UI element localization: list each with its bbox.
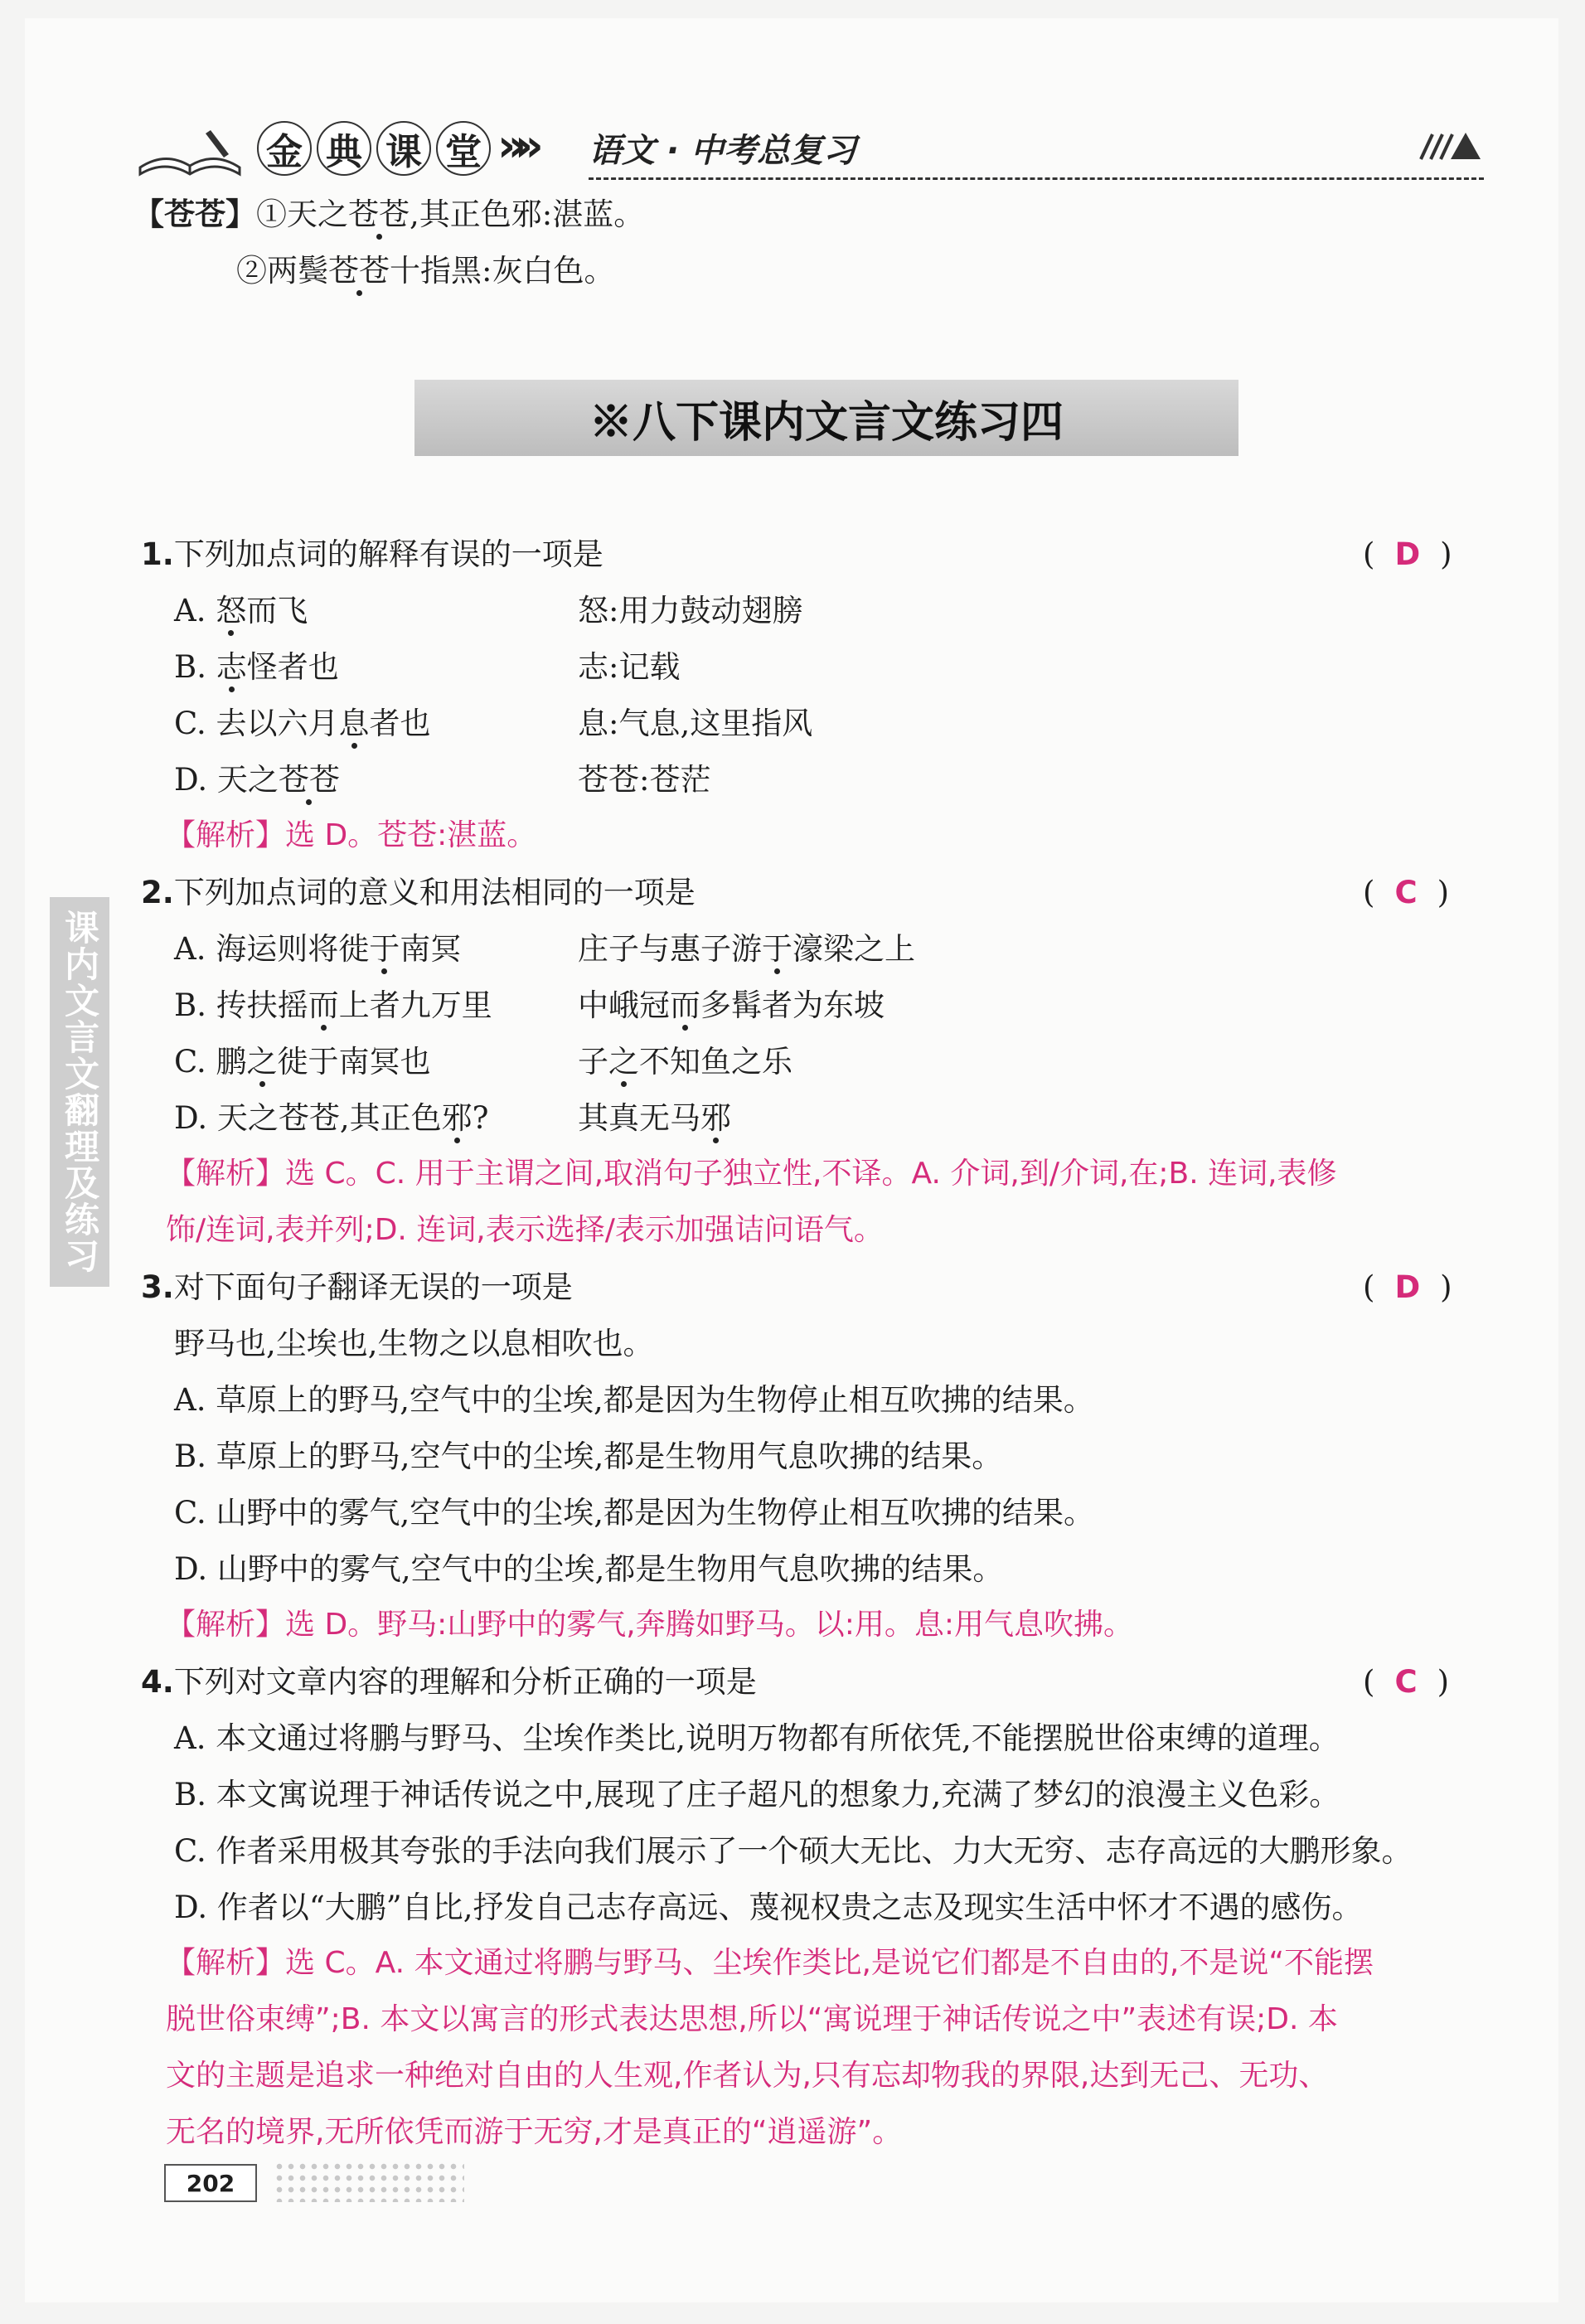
page [25,18,1558,2302]
footer-dot-pattern [274,2161,464,2202]
question-1-option-b: B. 志怪者也 [174,649,339,685]
question-2-option-a: A. 海运则将徙于南冥 [174,931,462,967]
question-2-analysis-line-1: 【解析】选 C。C. 用于主谓之间,取消句子独立性,不译。A. 介词,到/介词,在;B. 连词,表修 [166,1157,1337,1191]
question-3-option-c: C. 山野中的雾气,空气中的尘埃,都是因为生物停止相互吹拂的结果。 [174,1495,1095,1531]
page-number: 202 [164,2164,257,2202]
question-4-option-b: B. 本文寓说理于神话传说之中,展现了庄子超凡的想象力,充满了梦幻的浪漫主义色彩。 [174,1777,1340,1812]
question-1-option-d-gloss: 苍苍:苍茫 [578,762,711,798]
question-2-analysis-line-2: 饰/连词,表并列;D. 连词,表示选择/表示加强诘问语气。 [166,1213,884,1247]
question-2-option-c: C. 鹏之徙于南冥也 [174,1044,431,1080]
section-title: ※八下课内文言文练习四 [414,380,1238,456]
intro-line-1: 【苍苍】①天之苍苍,其正色邪:湛蓝。 [133,196,645,232]
header-subject: 语文 · 中考总复习 [589,132,857,170]
question-2-option-d: D. 天之苍苍,其正色邪? [174,1100,489,1136]
question-1-option-c-gloss: 息:气息,这里指风 [578,706,813,741]
question-4-analysis-line-4: 无名的境界,无所依凭而游于无穷,才是真正的“逍遥游”。 [166,2115,903,2149]
question-3-answer: ( D ) [1363,1269,1452,1305]
question-1-option-b-gloss: 志:记载 [578,649,681,685]
question-2-stem: 2.下列加点词的意义和用法相同的一项是 [141,875,696,910]
brand-char-3: 课 [376,121,431,176]
question-4-analysis-line-2: 脱世俗束缚”;B. 本文以寓言的形式表达思想,所以“寓说理于神话传说之中”表述有误;D. 本 [166,2002,1338,2036]
chevrons-icon: »» [497,119,532,172]
question-3-option-d: D. 山野中的雾气,空气中的尘埃,都是生物用气息吹拂的结果。 [174,1551,1004,1587]
question-1-analysis: 【解析】选 D。苍苍:湛蓝。 [166,818,537,852]
question-1-option-a-gloss: 怒:用力鼓动翅膀 [578,593,803,628]
question-4-option-a: A. 本文通过将鹏与野马、尘埃作类比,说明万物都有所依凭,不能摆脱世俗束缚的道理。 [174,1720,1340,1756]
question-2-option-b-right: 中峨冠而多髯者为东坡 [578,987,885,1023]
question-1-answer: ( D ) [1363,536,1452,572]
question-2-option-c-right: 子之不知鱼之乐 [578,1044,792,1080]
question-1-option-d: D. 天之苍苍 [174,762,340,798]
question-4-analysis-line-1: 【解析】选 C。A. 本文通过将鹏与野马、尘埃作类比,是说它们都是不自由的,不是说“不能摆 [166,1946,1374,1980]
brand-char-2: 典 [317,121,371,176]
brand-char-4: 堂 [436,121,491,176]
question-4-analysis-line-3: 文的主题是追求一种绝对自由的人生观,作者认为,只有忘却物我的界限,达到无己、无功、 [166,2059,1329,2093]
side-tab: 课内文言文翻理及练习 [50,897,109,1287]
question-3-quote: 野马也,尘埃也,生物之以息相吹也。 [174,1326,654,1361]
question-4-option-d: D. 作者以“大鹏”自比,抒发自己志存高远、蔑视权贵之志及现实生活中怀才不遇的感伤。 [174,1890,1363,1925]
intro-line-2: ②两鬓苍苍十指黑:灰白色。 [236,253,615,289]
question-2-answer: ( C ) [1363,875,1450,910]
question-3-option-b: B. 草原上的野马,空气中的尘埃,都是生物用气息吹拂的结果。 [174,1439,1003,1474]
question-2-option-d-right: 其真无马邪 [578,1100,731,1136]
question-3-analysis: 【解析】选 D。野马:山野中的雾气,奔腾如野马。以:用。息:用气息吹拂。 [166,1608,1133,1642]
brand-char-1: 金 [257,121,312,176]
question-1-stem: 1.下列加点词的解释有误的一项是 [141,536,603,572]
question-3-option-a: A. 草原上的野马,空气中的尘埃,都是因为生物停止相互吹拂的结果。 [174,1382,1094,1418]
question-2-option-a-right: 庄子与惠子游于濠梁之上 [578,931,915,967]
header-stripes-icon [1418,129,1484,163]
question-4-option-c: C. 作者采用极其夸张的手法向我们展示了一个硕大无比、力大无穷、志存高远的大鹏形象。 [174,1833,1413,1869]
intro-tag: 【苍苍】 [133,196,256,232]
question-1-option-c: C. 去以六月息者也 [174,706,431,741]
header-divider [589,177,1484,180]
question-1-option-a: A. 怒而飞 [174,593,308,628]
book-logo-icon [136,126,244,181]
question-2-option-b: B. 抟扶摇而上者九万里 [174,987,492,1023]
page-header [124,118,1484,184]
question-3-stem: 3.对下面句子翻译无误的一项是 [141,1269,573,1305]
question-4-stem: 4.下列对文章内容的理解和分析正确的一项是 [141,1664,757,1700]
question-4-answer: ( C ) [1363,1664,1450,1700]
